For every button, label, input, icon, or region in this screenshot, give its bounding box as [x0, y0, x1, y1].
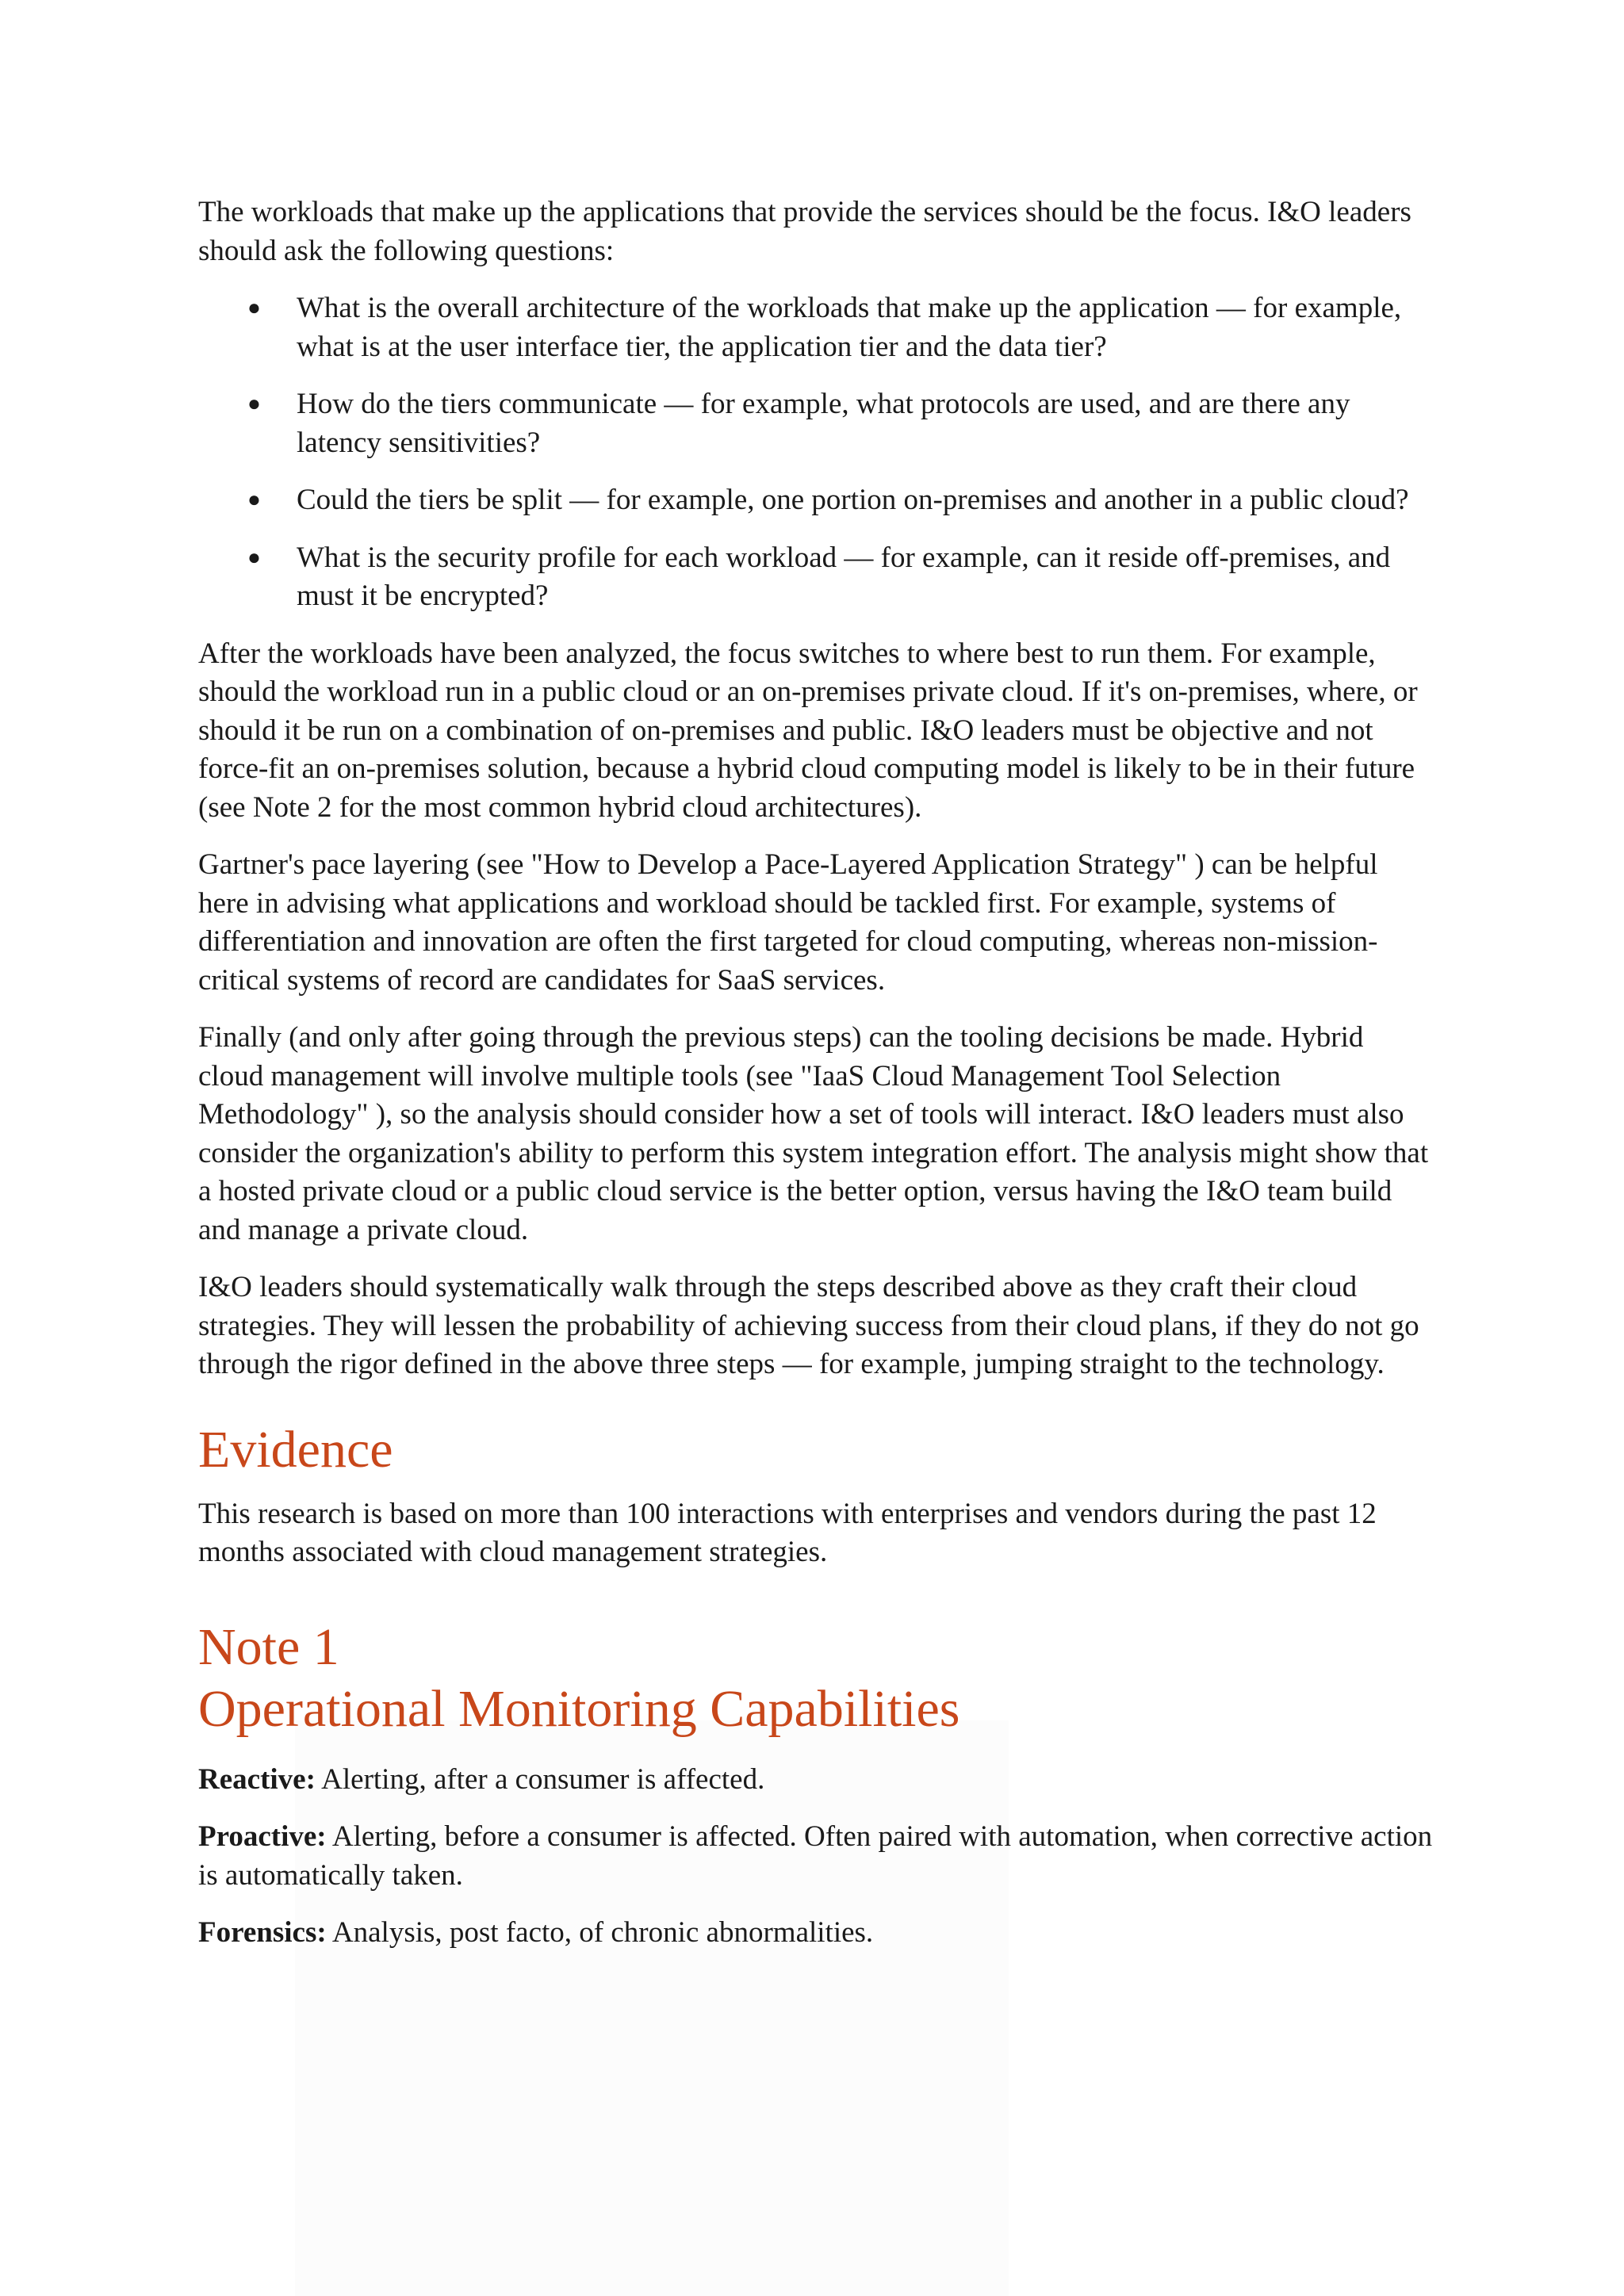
list-item-text: How do the tiers communicate — for example, what protocols are used, and are there any latency sensitivities? [297, 388, 1350, 459]
list-item-text: Could the tiers be split — for example, one portion on-premises and another in a public cloud? [297, 484, 1409, 516]
note1-heading [198, 1617, 1435, 1740]
definition-text: Alerting, after a consumer is affected. [321, 1762, 765, 1796]
note1-title: Operational Monitoring Capabilities [198, 1679, 960, 1738]
definition-item [198, 1914, 1435, 1953]
list-item [198, 481, 1435, 520]
definition-term: Proactive: [198, 1820, 327, 1853]
question-list [198, 289, 1435, 616]
list-item [198, 289, 1435, 366]
definition-text: Analysis, post facto, of chronic abnormalities. [331, 1916, 874, 1949]
note1-number: Note 1 [198, 1617, 339, 1676]
bullet-icon: ● [247, 545, 261, 570]
evidence-paragraph: This research is based on more than 100 interactions with enterprises and vendors during the past 12 months associated with cloud management strategies. [198, 1497, 1377, 1568]
bullet-icon: ● [247, 296, 261, 320]
definition-item [198, 1761, 1435, 1800]
definition-term: Forensics: [198, 1916, 327, 1949]
evidence-heading: Evidence [198, 1420, 393, 1479]
body-paragraph: Gartner's pace layering (see "How to Develop a Pace-Layered Application Strategy" ) can be helpful here in advising what applications and workload should be tackled first. For example, systems of differentiation and innovation are often the first targeted for cloud computing, whereas non-mission-critical systems of record are candidates for SaaS services. [198, 848, 1378, 997]
list-item-text: What is the security profile for each workload — for example, can it reside off-premises, and must it be encrypted? [297, 541, 1391, 612]
intro-paragraph: The workloads that make up the applications that provide the services should be the focus. I&O leaders should ask the following questions: [198, 196, 1411, 267]
bullet-icon: ● [247, 488, 261, 512]
body-paragraph: After the workloads have been analyzed, the focus switches to where best to run them. For example, should the workload run in a public cloud or an on-premises private cloud. If it's on-premises, where, or should it be run on a combination of on-premises and public. I&O leaders must be objective and not force-fit an on-premises solution, because a hybrid cloud computing model is likely to be in their future (see Note 2 for the most common hybrid cloud architectures). [198, 637, 1418, 824]
definition-term: Reactive: [198, 1762, 316, 1796]
body-paragraph: Finally (and only after going through the previous steps) can the tooling decisions be made. Hybrid cloud management will involve multiple tools (see "IaaS Cloud Management Tool Selection Methodology" ), so the analysis should consider how a set of tools will interact. I&O leaders must also consider the organization's ability to perform this system integration effort. The analysis might show that a hosted private cloud or a public cloud service is the better option, versus having the I&O team build and manage a private cloud. [198, 1021, 1429, 1246]
list-item [198, 539, 1435, 616]
body-paragraph: I&O leaders should systematically walk through the steps described above as they craft their cloud strategies. They will lessen the probability of achieving success from their cloud plans, if they do not go through the rigor defined in the above three steps — for example, jumping straight to the technology. [198, 1271, 1419, 1380]
list-item-text: What is the overall architecture of the workloads that make up the application — for example, what is at the user interface tier, the application tier and the data tier? [297, 292, 1402, 363]
document-page [198, 193, 1435, 1972]
definition-text: Alerting, before a consumer is affected. Often paired with automation, when corrective action is automatically taken. [198, 1820, 1433, 1892]
bullet-icon: ● [247, 392, 261, 416]
definition-item [198, 1818, 1435, 1895]
list-item [198, 385, 1435, 462]
